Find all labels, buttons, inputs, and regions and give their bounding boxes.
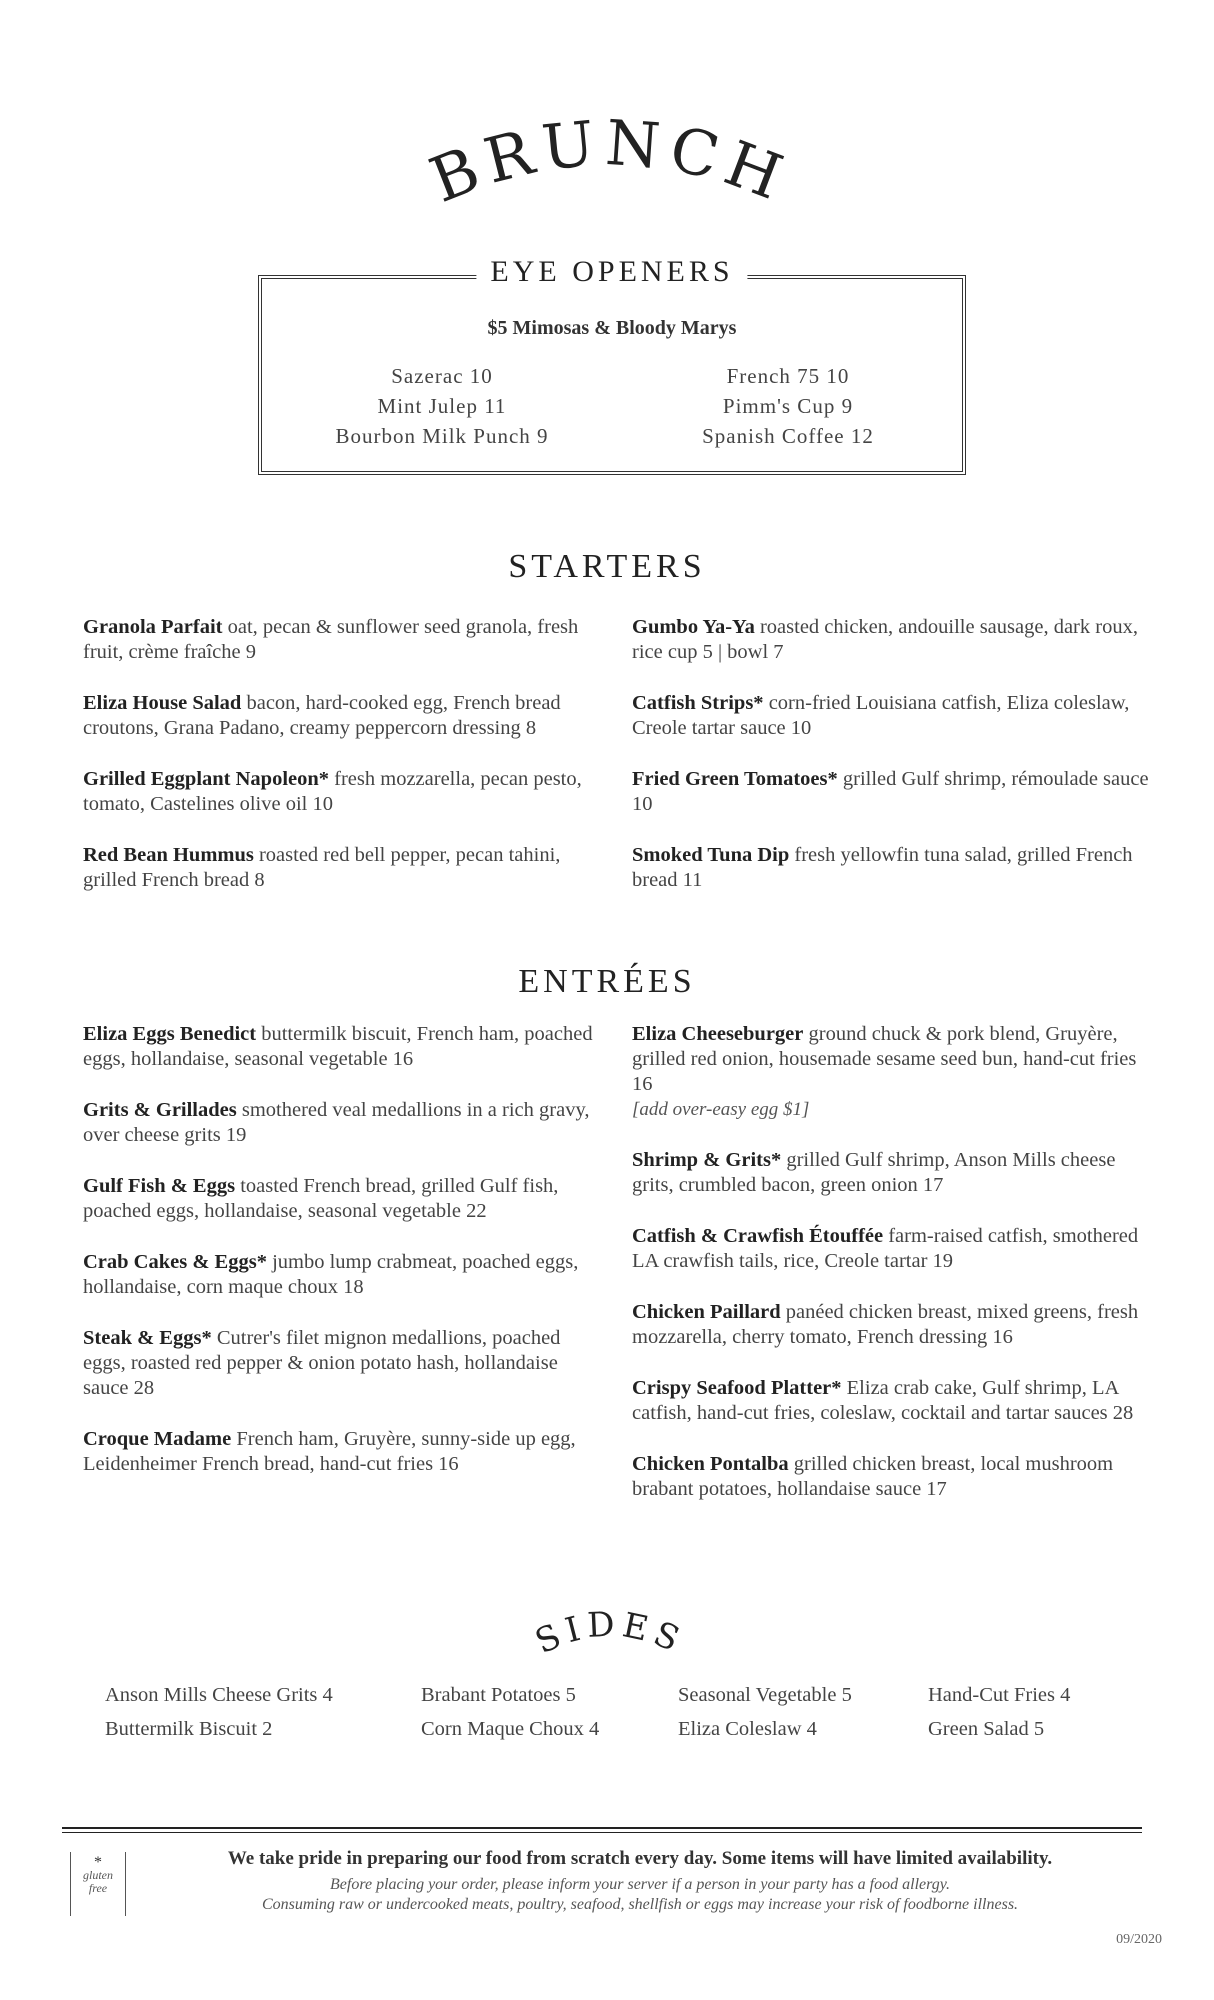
menu-item [83, 1098, 603, 1148]
page-title-arc [380, 110, 840, 230]
menu-item-addon: [add over-easy egg $1] [632, 1099, 810, 1120]
menu-item-name: Croque Madame [83, 1428, 232, 1450]
menu-item-name: Eliza House Salad [83, 692, 242, 714]
menu-item-desc: fresh yellowfin tuna salad, grilled French bread 11 [632, 844, 1133, 891]
menu-item-name: Gumbo Ya-Ya [632, 616, 755, 638]
menu-item-desc: Cutrer's filet mignon medallions, poached eggs, roasted red pepper & onion potato hash, hollandaise sauce 28 [83, 1327, 561, 1399]
starters-heading: STARTERS [508, 548, 706, 585]
menu-item-name: Crispy Seafood Platter* [632, 1377, 842, 1399]
menu-item [632, 691, 1152, 741]
menu-item-name: Catfish Strips* [632, 692, 764, 714]
menu-item-desc: buttermilk biscuit, French ham, poached eggs, hollandaise, seasonal vegetable 16 [83, 1023, 593, 1070]
menu-item-desc: ground chuck & pork blend, Gruyère, grilled red onion, housemade sesame seed bun, hand-cut fries 16 [632, 1023, 1137, 1095]
menu-item-desc: farm-raised catfish, smothered LA crawfish tails, rice, Creole tartar 19 [632, 1225, 1139, 1272]
gluten-free-label-1: gluten [83, 1868, 113, 1882]
menu-date: 09/2020 [1116, 1932, 1162, 1947]
menu-item-desc: panéed chicken breast, mixed greens, fresh mozzarella, cherry tomato, French dressing 16 [632, 1301, 1139, 1348]
starters-right-column [632, 615, 1152, 919]
eye-openers-left-column [282, 361, 602, 451]
menu-item-desc: toasted French bread, grilled Gulf fish, poached eggs, hollandaise, seasonal vegetable 22 [83, 1175, 559, 1222]
menu-item [83, 691, 603, 741]
menu-item-desc: smothered veal medallions in a rich gravy, over cheese grits 19 [83, 1099, 590, 1146]
eye-openers-right-column [628, 361, 948, 451]
menu-item-name: Chicken Paillard [632, 1301, 781, 1323]
menu-item-desc: grilled Gulf shrimp, Anson Mills cheese grits, crumbled bacon, green onion 17 [632, 1149, 1116, 1196]
menu-item-name: Red Bean Hummus [83, 844, 254, 866]
menu-item-name: Smoked Tuna Dip [632, 844, 790, 866]
menu-item-name: Fried Green Tomatoes* [632, 768, 838, 790]
menu-item-desc: roasted chicken, andouille sausage, dark roux, rice cup 5 | bowl 7 [632, 616, 1138, 663]
sides-heading [520, 1600, 700, 1670]
sides-heading-arc [520, 1600, 700, 1670]
menu-item-name: Granola Parfait [83, 616, 223, 638]
gluten-free-label-2: free [88, 1881, 108, 1895]
drink-item: Sazerac 10 [391, 364, 493, 388]
menu-item-name: Eliza Cheeseburger [632, 1023, 804, 1045]
entrees-heading: ENTRÉES [518, 963, 696, 1000]
menu-item-name: Catfish & Crawfish Étouffée [632, 1225, 884, 1247]
menu-item [632, 1022, 1152, 1122]
footer-divider [62, 1827, 1142, 1829]
menu-item [632, 1148, 1152, 1198]
menu-item [83, 1250, 603, 1300]
menu-item-name: Shrimp & Grits* [632, 1149, 782, 1171]
menu-item [632, 767, 1152, 817]
menu-item-name: Grilled Eggplant Napoleon* [83, 768, 330, 790]
menu-item [83, 1174, 603, 1224]
eye-openers-subtitle: $5 Mimosas & Bloody Marys [487, 317, 737, 339]
sides-heading-text: SIDES [529, 1604, 691, 1663]
menu-item [632, 1224, 1152, 1274]
menu-item [632, 1376, 1152, 1426]
food-safety-notice: Consuming raw or undercooked meats, poultry, seafood, shellfish or eggs may increase your risk of foodborne illness. [261, 1896, 1019, 1913]
sides-column [678, 1678, 852, 1746]
side-item: Corn Maque Choux 4 [421, 1718, 600, 1740]
side-item: Eliza Coleslaw 4 [678, 1718, 817, 1740]
side-item: Seasonal Vegetable 5 [678, 1684, 852, 1706]
gluten-free-star: * [94, 1854, 102, 1871]
footer-divider-thin [62, 1832, 1142, 1833]
menu-item-name: Gulf Fish & Eggs [83, 1175, 236, 1197]
menu-item [83, 767, 603, 817]
side-item: Green Salad 5 [928, 1718, 1045, 1740]
entrees-right-column [632, 1022, 1152, 1528]
drink-item: Spanish Coffee 12 [702, 424, 874, 448]
gluten-free-icon [70, 1852, 126, 1916]
menu-item-name: Eliza Eggs Benedict [83, 1023, 257, 1045]
drink-item: Bourbon Milk Punch 9 [335, 424, 549, 448]
menu-item [83, 843, 603, 893]
menu-item [83, 1427, 603, 1477]
menu-item-desc: roasted red bell pepper, pecan tahini, grilled French bread 8 [83, 844, 561, 891]
menu-item-name: Crab Cakes & Eggs* [83, 1251, 267, 1273]
menu-item [632, 843, 1152, 893]
side-item: Anson Mills Cheese Grits 4 [105, 1684, 333, 1706]
menu-item-desc: corn-fried Louisiana catfish, Eliza coleslaw, Creole tartar sauce 10 [632, 692, 1130, 739]
drink-item: Mint Julep 11 [377, 394, 507, 418]
menu-item-desc: grilled chicken breast, local mushroom brabant potatoes, hollandaise sauce 17 [632, 1453, 1114, 1500]
footer-statement: We take pride in preparing our food from scratch every day. Some items will have limited availability. [227, 1848, 1053, 1869]
menu-item-desc: bacon, hard-cooked egg, French bread croutons, Grana Padano, creamy peppercorn dressing 8 [83, 692, 561, 739]
page-title-text: BRUNCH [420, 110, 800, 217]
menu-item-name: Grits & Grillades [83, 1099, 237, 1121]
menu-item-desc: jumbo lump crabmeat, poached eggs, hollandaise, corn maque choux 18 [83, 1251, 579, 1298]
starters-left-column [83, 615, 603, 919]
menu-item [83, 615, 603, 665]
drink-item: Pimm's Cup 9 [722, 394, 854, 418]
side-item: Buttermilk Biscuit 2 [105, 1718, 273, 1740]
menu-item-desc: Eliza crab cake, Gulf shrimp, LA catfish, hand-cut fries, coleslaw, cocktail and tartar sauces 28 [632, 1377, 1134, 1424]
menu-item-name: Chicken Pontalba [632, 1453, 789, 1475]
menu-item-desc: grilled Gulf shrimp, rémoulade sauce 10 [632, 768, 1149, 815]
menu-item [632, 1452, 1152, 1502]
menu-item-desc: French ham, Gruyère, sunny-side up egg, Leidenheimer French bread, hand-cut fries 16 [83, 1428, 576, 1475]
menu-item [632, 615, 1152, 665]
menu-item-desc: oat, pecan & sunflower seed granola, fresh fruit, crème fraîche 9 [83, 616, 579, 663]
sides-column [928, 1678, 1070, 1746]
menu-item [83, 1022, 603, 1072]
menu-item-name: Steak & Eggs* [83, 1327, 212, 1349]
page-title [380, 110, 840, 230]
side-item: Hand-Cut Fries 4 [928, 1684, 1071, 1706]
menu-item [632, 1300, 1152, 1350]
sides-column [105, 1678, 333, 1746]
eye-openers-title: EYE OPENERS [476, 255, 747, 289]
side-item: Brabant Potatoes 5 [421, 1684, 576, 1706]
eye-openers-box [258, 255, 966, 475]
drink-item: French 75 10 [726, 364, 850, 388]
menu-item-desc: fresh mozzarella, pecan pesto, tomato, Castelines olive oil 10 [83, 768, 582, 815]
entrees-left-column [83, 1022, 603, 1503]
menu-item [83, 1326, 603, 1401]
sides-column [421, 1678, 599, 1746]
allergy-notice: Before placing your order, please inform your server if a person in your party has a food allergy. [330, 1876, 950, 1893]
